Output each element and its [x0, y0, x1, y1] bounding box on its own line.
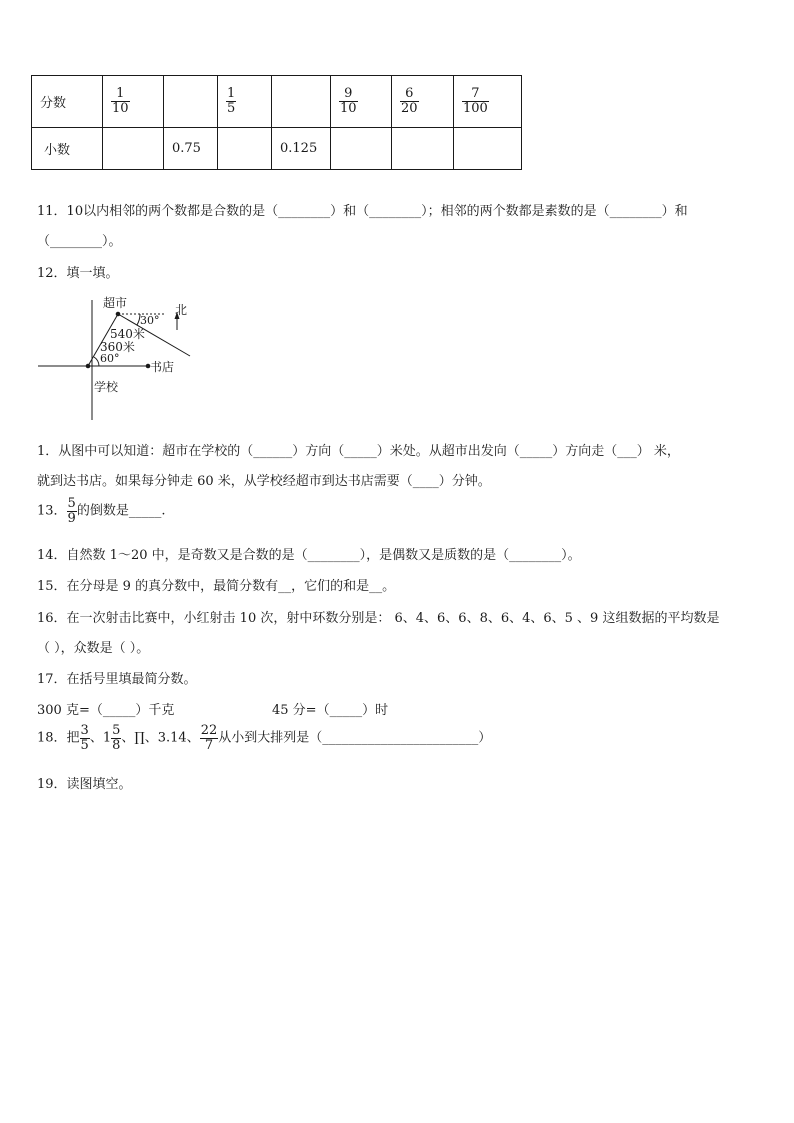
question-13: 13． $\frac{5}{9}$ 的倒数是_____. [37, 496, 166, 526]
row-header-decimal: 小数 [32, 128, 103, 170]
fraction-cell: $\frac{1}{10}$ [103, 76, 164, 128]
label-dist-360: 360米 [100, 340, 135, 354]
direction-diagram [30, 292, 200, 427]
label-angle-top: 30° [140, 314, 160, 327]
label-bookstore: 书店 [150, 360, 175, 374]
fraction-5-8: $\frac{5}{8}$ [112, 723, 121, 753]
fraction-5-9: $\frac{5}{9}$ [67, 496, 76, 526]
row-header-fraction: 分数 [32, 76, 103, 128]
label-dist-540: 540米 [110, 327, 145, 341]
decimal-cell-blank[interactable] [218, 128, 272, 170]
fraction-3-5: $\frac{3}{5}$ [80, 723, 89, 753]
question-19: 19．读图填空。 [37, 777, 132, 792]
question-18: 18．把 $\frac{3}{5}$ 、1 $\frac{5}{8}$ 、∏、3.14、 $\frac{22}{7}$ 从小到大排列是（________________________） [37, 723, 492, 753]
label-school: 学校 [94, 380, 119, 394]
decimal-cell: 0.125 [272, 128, 331, 170]
decimal-cell: 0.75 [164, 128, 218, 170]
fraction-cell: $\frac{6}{20}$ [392, 76, 454, 128]
question-16-line-2: （ ），众数是（ ）。 [37, 641, 150, 656]
label-supermarket: 超市 [103, 296, 128, 310]
fraction-decimal-table [31, 75, 522, 170]
decimal-cell-blank[interactable] [392, 128, 454, 170]
question-17-title: 17．在括号里填最简分数。 [37, 672, 197, 687]
fraction-cell: $\frac{7}{100}$ [454, 76, 522, 128]
question-12-title: 12．填一填。 [37, 266, 119, 281]
fraction-cell: $\frac{9}{10}$ [331, 76, 392, 128]
fraction-cell-blank[interactable] [272, 76, 331, 128]
question-11-line-1: 11．10以内相邻的两个数都是合数的是（________）和（________）；相邻的两个数都是素数的是（________）和 [37, 204, 688, 219]
question-12-sub1-line-1: 1．从图中可以知道：超市在学校的（______）方向（_____）米处。从超市出发向（_____）方向走（___） 米， [37, 444, 680, 459]
label-north: 北 [175, 303, 188, 317]
decimal-row [32, 128, 522, 170]
fraction-22-7: $\frac{22}{7}$ [200, 723, 218, 753]
fraction-cell: $\frac{1}{5}$ [218, 76, 272, 128]
question-15: 15．在分母是 9 的真分数中，最简分数有__，它们的和是__。 [37, 579, 396, 594]
question-17-left: 300 克=（_____）千克 [37, 703, 175, 718]
decimal-cell-blank[interactable] [454, 128, 522, 170]
angle-arc-bottom [94, 357, 99, 366]
question-11-line-2: （________）。 [37, 234, 122, 249]
question-16-line-1: 16．在一次射击比赛中，小红射击 10 次，射中环数分别是： 6、4、6、6、8、6、4、6、5 、9 这组数据的平均数是 [37, 611, 720, 626]
supermarket-point [116, 312, 121, 317]
question-14: 14．自然数 1～20 中，是奇数又是合数的是（________），是偶数又是质数的是（________）。 [37, 548, 581, 563]
question-12-sub1-line-2: 就到达书店。如果每分钟走 60 米，从学校经超市到达书店需要（____）分钟。 [37, 474, 491, 489]
label-angle-bottom: 60° [100, 352, 120, 365]
fraction-row [32, 76, 522, 128]
school-point [86, 364, 91, 369]
decimal-cell-blank[interactable] [103, 128, 164, 170]
decimal-cell-blank[interactable] [331, 128, 392, 170]
fraction-cell-blank[interactable] [164, 76, 218, 128]
question-17-right: 45 分=（_____）时 [272, 703, 389, 718]
